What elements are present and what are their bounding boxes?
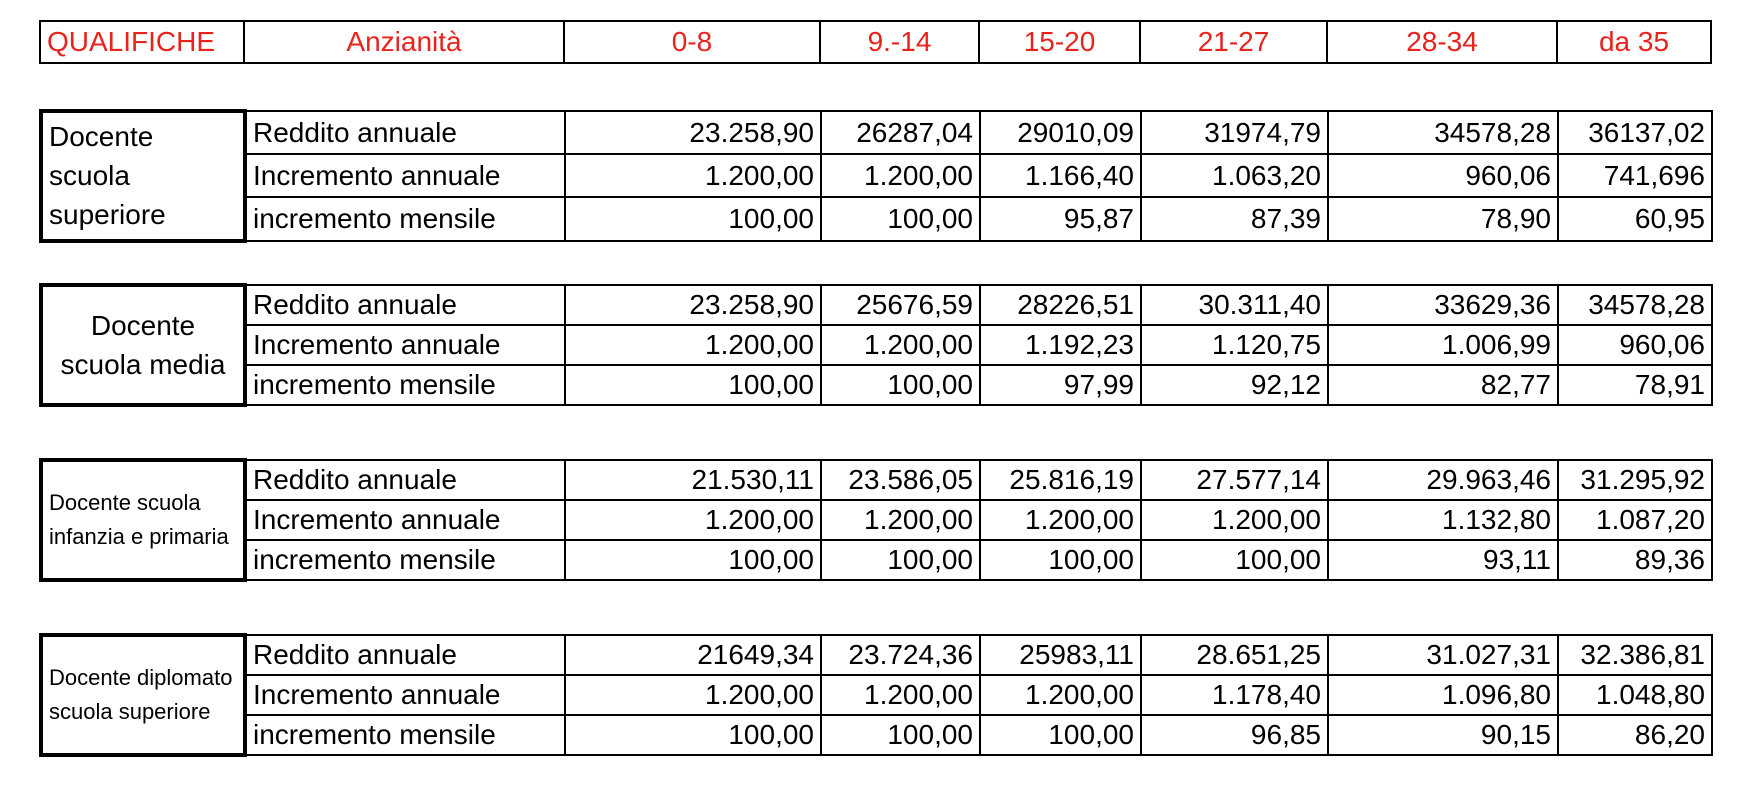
- table-row: [41, 325, 1712, 365]
- value-cell: 1.166,40: [980, 154, 1141, 197]
- value-cell: 1.087,20: [1558, 500, 1712, 540]
- value-cell: 90,15: [1328, 715, 1558, 755]
- value-cell: 31974,79: [1141, 111, 1328, 154]
- row-label: incremento mensile: [245, 197, 565, 240]
- value-cell: 93,11: [1328, 540, 1558, 580]
- value-cell: 1.200,00: [565, 154, 821, 197]
- value-cell: 97,99: [980, 365, 1141, 405]
- row-label: incremento mensile: [245, 365, 565, 405]
- value-cell: 23.258,90: [565, 111, 821, 154]
- value-cell: 92,12: [1141, 365, 1328, 405]
- value-cell: 26287,04: [821, 111, 980, 154]
- table-row: [41, 460, 1712, 500]
- value-cell: 960,06: [1328, 154, 1558, 197]
- header-row: [40, 21, 1711, 63]
- value-cell: 1.200,00: [1141, 500, 1328, 540]
- table-row: [41, 154, 1712, 197]
- section-docente-scuola-superiore: [39, 109, 1713, 243]
- row-label: Reddito annuale: [245, 111, 565, 154]
- header-cell-qualifiche: QUALIFICHE: [40, 21, 244, 63]
- row-label: Incremento annuale: [245, 325, 565, 365]
- value-cell: 60,95: [1558, 197, 1712, 240]
- value-cell: 86,20: [1558, 715, 1712, 755]
- value-cell: 23.258,90: [565, 285, 821, 325]
- row-label: incremento mensile: [245, 540, 565, 580]
- value-cell: 1.200,00: [980, 500, 1141, 540]
- value-cell: 1.200,00: [565, 675, 821, 715]
- qualifica-label: Docente scuola infanzia e primaria: [41, 460, 245, 580]
- section-docente-infanzia-primaria: [39, 458, 1713, 582]
- value-cell: 23.724,36: [821, 635, 980, 675]
- row-label: Reddito annuale: [245, 460, 565, 500]
- qualifica-label: Docente scuola superiore: [41, 111, 245, 241]
- row-label: incremento mensile: [245, 715, 565, 755]
- value-cell: 100,00: [821, 197, 980, 240]
- value-cell: 100,00: [565, 365, 821, 405]
- value-cell: 1.200,00: [565, 500, 821, 540]
- header-cell-15-20: 15-20: [979, 21, 1140, 63]
- value-cell: 78,91: [1558, 365, 1712, 405]
- value-cell: 1.178,40: [1141, 675, 1328, 715]
- value-cell: 1.200,00: [821, 325, 980, 365]
- value-cell: 29.963,46: [1328, 460, 1558, 500]
- value-cell: 1.200,00: [821, 500, 980, 540]
- table-row: [41, 675, 1712, 715]
- value-cell: 34578,28: [1558, 285, 1712, 325]
- row-label: Incremento annuale: [245, 675, 565, 715]
- value-cell: 1.132,80: [1328, 500, 1558, 540]
- value-cell: 741,696: [1558, 154, 1712, 197]
- value-cell: 23.586,05: [821, 460, 980, 500]
- value-cell: 95,87: [980, 197, 1141, 240]
- value-cell: 89,36: [1558, 540, 1712, 580]
- header-cell-da-35: da 35: [1557, 21, 1711, 63]
- value-cell: 25.816,19: [980, 460, 1141, 500]
- value-cell: 34578,28: [1328, 111, 1558, 154]
- table-row: [41, 635, 1712, 675]
- value-cell: 27.577,14: [1141, 460, 1328, 500]
- qualifica-label: Docente scuola media: [41, 285, 245, 405]
- value-cell: 32.386,81: [1558, 635, 1712, 675]
- header-table: [39, 20, 1712, 64]
- value-cell: 100,00: [821, 365, 980, 405]
- value-cell: 1.096,80: [1328, 675, 1558, 715]
- row-label: Incremento annuale: [245, 500, 565, 540]
- value-cell: 25983,11: [980, 635, 1141, 675]
- value-cell: 100,00: [565, 197, 821, 240]
- value-cell: 100,00: [821, 715, 980, 755]
- row-label: Reddito annuale: [245, 285, 565, 325]
- value-cell: 82,77: [1328, 365, 1558, 405]
- value-cell: 33629,36: [1328, 285, 1558, 325]
- value-cell: 31.027,31: [1328, 635, 1558, 675]
- value-cell: 1.200,00: [980, 675, 1141, 715]
- value-cell: 1.006,99: [1328, 325, 1558, 365]
- value-cell: 21649,34: [565, 635, 821, 675]
- section-docente-diplomato: [39, 633, 1713, 757]
- value-cell: 28.651,25: [1141, 635, 1328, 675]
- value-cell: 25676,59: [821, 285, 980, 325]
- value-cell: 96,85: [1141, 715, 1328, 755]
- value-cell: 78,90: [1328, 197, 1558, 240]
- value-cell: 1.200,00: [821, 154, 980, 197]
- value-cell: 30.311,40: [1141, 285, 1328, 325]
- header-cell-28-34: 28-34: [1327, 21, 1557, 63]
- value-cell: 1.063,20: [1141, 154, 1328, 197]
- header-cell-21-27: 21-27: [1140, 21, 1327, 63]
- value-cell: 960,06: [1558, 325, 1712, 365]
- value-cell: 1.048,80: [1558, 675, 1712, 715]
- table-row: [41, 111, 1712, 154]
- header-cell-0-8: 0-8: [564, 21, 820, 63]
- table-row: [41, 540, 1712, 580]
- table-row: [41, 197, 1712, 240]
- value-cell: 100,00: [565, 540, 821, 580]
- value-cell: 36137,02: [1558, 111, 1712, 154]
- value-cell: 28226,51: [980, 285, 1141, 325]
- value-cell: 87,39: [1141, 197, 1328, 240]
- value-cell: 100,00: [821, 540, 980, 580]
- header-cell-anzianita: Anzianità: [244, 21, 564, 63]
- value-cell: 100,00: [565, 715, 821, 755]
- table-row: [41, 715, 1712, 755]
- value-cell: 21.530,11: [565, 460, 821, 500]
- value-cell: 1.200,00: [821, 675, 980, 715]
- row-label: Reddito annuale: [245, 635, 565, 675]
- qualifica-label: Docente diplomato scuola superiore: [41, 635, 245, 755]
- table-row: [41, 500, 1712, 540]
- header-cell-9-14: 9.-14: [820, 21, 979, 63]
- value-cell: 1.192,23: [980, 325, 1141, 365]
- value-cell: 100,00: [980, 540, 1141, 580]
- row-label: Incremento annuale: [245, 154, 565, 197]
- value-cell: 100,00: [980, 715, 1141, 755]
- value-cell: 1.120,75: [1141, 325, 1328, 365]
- table-row: [41, 365, 1712, 405]
- value-cell: 100,00: [1141, 540, 1328, 580]
- value-cell: 1.200,00: [565, 325, 821, 365]
- table-row: [41, 285, 1712, 325]
- value-cell: 31.295,92: [1558, 460, 1712, 500]
- value-cell: 29010,09: [980, 111, 1141, 154]
- section-docente-scuola-media: [39, 283, 1713, 407]
